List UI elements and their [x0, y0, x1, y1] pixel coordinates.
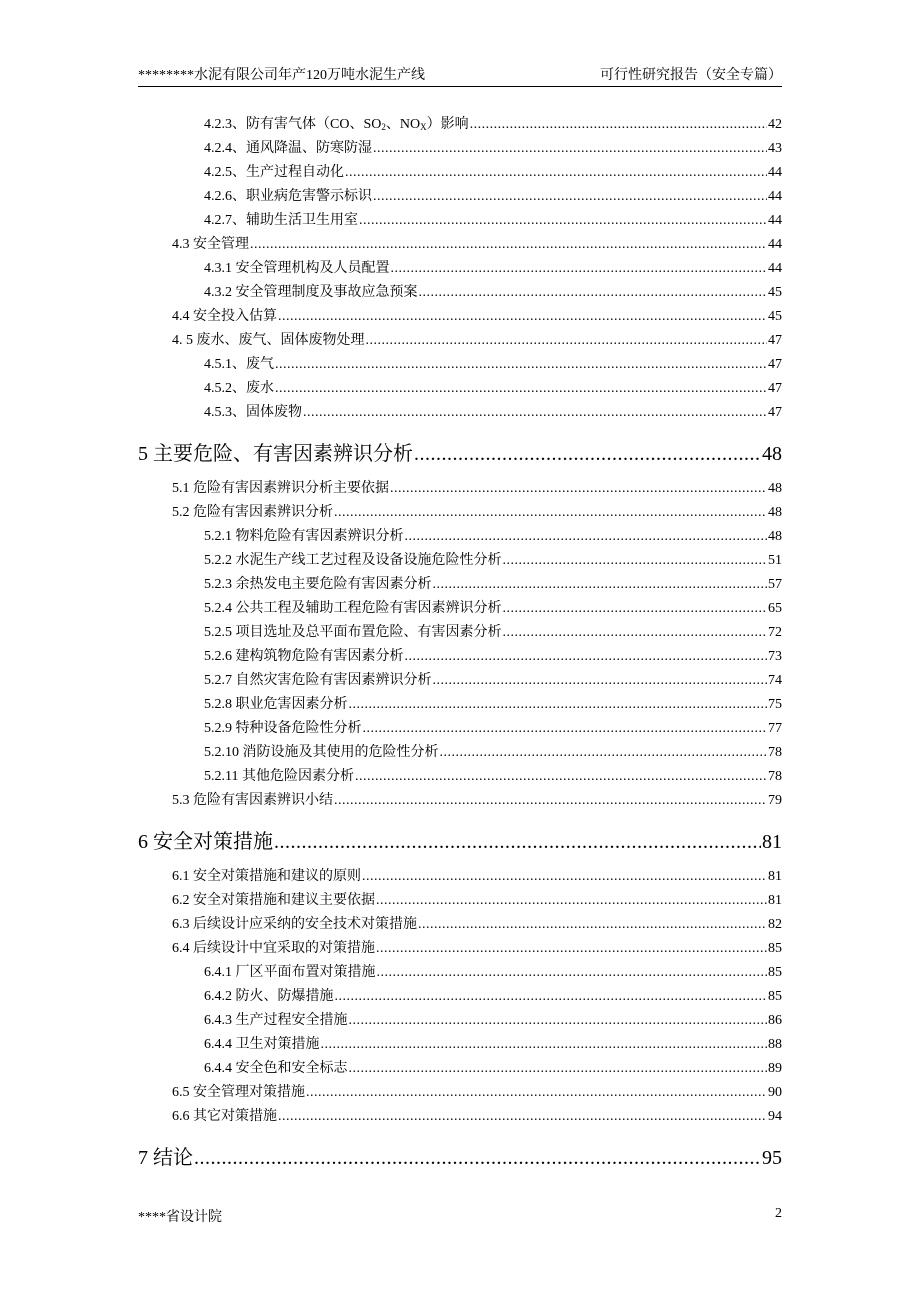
toc-entry-title: 6.4.4 卫生对策措施: [204, 1037, 320, 1052]
toc-page-number: 78: [768, 745, 782, 760]
dot-leader: [390, 480, 767, 498]
toc-page-number: 75: [768, 697, 782, 712]
toc-entry-title: 5.2.1 物料危险有害因素辨识分析: [204, 529, 404, 544]
dot-leader: [345, 164, 767, 182]
header-project-title: ********水泥有限公司年产120万吨水泥生产线: [138, 68, 425, 83]
toc-page-number: 44: [768, 189, 782, 204]
dot-leader: [194, 1146, 761, 1170]
toc-page-number: 44: [768, 261, 782, 276]
toc-entry-title: 4.5.1、废气: [204, 357, 274, 372]
toc-entry[interactable]: [172, 236, 782, 254]
dot-leader: [503, 552, 768, 570]
dot-leader: [440, 744, 768, 762]
toc-entry[interactable]: [172, 480, 782, 498]
toc-chapter-entry[interactable]: [138, 830, 782, 854]
toc-chapter-entry[interactable]: [138, 1146, 782, 1170]
dot-leader: [377, 964, 768, 982]
toc-entry-title: 4.3.1 安全管理机构及人员配置: [204, 261, 390, 276]
toc-page-number: 81: [768, 869, 782, 884]
toc-page-number: 48: [768, 505, 782, 520]
dot-leader: [366, 332, 768, 350]
toc-entry-title: 4. 5 废水、废气、固体废物处理: [172, 333, 365, 348]
dot-leader: [418, 916, 767, 934]
toc-page-number: 47: [768, 381, 782, 396]
dot-leader: [321, 1036, 768, 1054]
toc-entry[interactable]: [204, 600, 782, 618]
page-number: 2: [775, 1206, 782, 1221]
toc-entry[interactable]: [204, 380, 782, 398]
toc-entry[interactable]: [204, 1036, 782, 1054]
dot-leader: [334, 792, 767, 810]
toc-entry-title: 5 主要危险、有害因素辨识分析: [138, 443, 413, 465]
toc-entry-title: 4.2.6、职业病危害警示标识: [204, 189, 372, 204]
toc-entry-title: 5.2.2 水泥生产线工艺过程及设备设施危险性分析: [204, 553, 502, 568]
toc-entry-title: 4.5.3、固体废物: [204, 405, 302, 420]
dot-leader: [349, 1060, 768, 1078]
dot-leader: [335, 988, 768, 1006]
toc-page-number: 89: [768, 1061, 782, 1076]
toc-page-number: 85: [768, 941, 782, 956]
toc-page-number: 48: [768, 481, 782, 496]
toc-entry-title: 4.2.4、通风降温、防寒防湿: [204, 141, 372, 156]
dot-leader: [373, 188, 767, 206]
dot-leader: [503, 624, 768, 642]
toc-page-number: 86: [768, 1013, 782, 1028]
dot-leader: [359, 212, 767, 230]
toc-page-number: 51: [768, 553, 782, 568]
toc-entry[interactable]: [204, 260, 782, 278]
toc-entry-title: 5.1 危险有害因素辨识分析主要依据: [172, 481, 389, 496]
dot-leader: [362, 868, 767, 886]
toc-entry[interactable]: [204, 648, 782, 666]
toc-entry[interactable]: [204, 576, 782, 594]
toc-page-number: 47: [768, 405, 782, 420]
dot-leader: [363, 720, 768, 738]
dot-leader: [274, 830, 761, 854]
dot-leader: [334, 504, 767, 522]
dot-leader: [376, 892, 767, 910]
toc-page-number: 65: [768, 601, 782, 616]
toc-entry[interactable]: [204, 284, 782, 302]
toc-entry[interactable]: [204, 116, 782, 134]
toc-entry[interactable]: [204, 964, 782, 982]
page-footer: [138, 1206, 782, 1228]
toc-entry[interactable]: [172, 868, 782, 886]
toc-page-number: 85: [768, 989, 782, 1004]
toc-entry[interactable]: [172, 892, 782, 910]
dot-leader: [419, 284, 768, 302]
toc-entry[interactable]: [172, 332, 782, 350]
toc-page-number: 45: [768, 309, 782, 324]
toc-entry-title: 6.4.3 生产过程安全措施: [204, 1013, 348, 1028]
toc-entry[interactable]: [204, 528, 782, 546]
toc-entry[interactable]: [172, 916, 782, 934]
toc-page-number: 48: [768, 529, 782, 544]
toc-page-number: 81: [768, 893, 782, 908]
toc-entry-title: 5.2.8 职业危害因素分析: [204, 697, 348, 712]
toc-page-number: 57: [768, 577, 782, 592]
toc-entry[interactable]: [204, 1012, 782, 1030]
toc-page-number: 94: [768, 1109, 782, 1124]
toc-page-number: 47: [768, 357, 782, 372]
toc-title-subscript: X: [420, 122, 427, 132]
toc-entry-title: 5.2.7 自然灾害危险有害因素辨识分析: [204, 673, 432, 688]
toc-page-number: 85: [768, 965, 782, 980]
toc-entry[interactable]: [172, 1108, 782, 1126]
toc-page-number: 78: [768, 769, 782, 784]
toc-entry[interactable]: [204, 768, 782, 786]
toc-page-number: 44: [768, 213, 782, 228]
toc-entry[interactable]: [204, 1060, 782, 1078]
dot-leader: [470, 116, 767, 134]
dot-leader: [278, 308, 767, 326]
toc-entry[interactable]: [204, 356, 782, 374]
toc-entry[interactable]: [204, 624, 782, 642]
toc-entry[interactable]: [172, 1084, 782, 1102]
toc-entry-title: 6.4.2 防火、防爆措施: [204, 989, 334, 1004]
toc-entry[interactable]: [204, 988, 782, 1006]
toc-page-number: 43: [768, 141, 782, 156]
toc-entry-title: 4.4 安全投入估算: [172, 309, 277, 324]
dot-leader: [349, 696, 768, 714]
toc-entry-title: 6.3 后续设计应采纳的安全技术对策措施: [172, 917, 417, 932]
toc-entry-title: 5.2.9 特种设备危险性分析: [204, 721, 362, 736]
dot-leader: [278, 1108, 767, 1126]
toc-page-number: 79: [768, 793, 782, 808]
dot-leader: [250, 236, 767, 254]
toc-page-number: 95: [762, 1147, 782, 1169]
toc-page-number: 48: [762, 443, 782, 465]
toc-entry-title: 5.2.3 余热发电主要危险有害因素分析: [204, 577, 432, 592]
toc-entry[interactable]: [172, 504, 782, 522]
toc-page-number: 73: [768, 649, 782, 664]
toc-entry-title: 5.2.10 消防设施及其使用的危险性分析: [204, 745, 439, 760]
toc-entry-title: 4.3 安全管理: [172, 237, 249, 252]
toc-entry[interactable]: [172, 308, 782, 326]
dot-leader: [503, 600, 768, 618]
toc-chapter-entry[interactable]: [138, 442, 782, 466]
dot-leader: [405, 528, 768, 546]
dot-leader: [376, 940, 767, 958]
toc-entry-title: 5.2.11 其他危险因素分析: [204, 769, 354, 784]
toc-entry-title: [204, 116, 469, 134]
toc-page-number: 42: [768, 117, 782, 132]
toc-title-part: 、NO: [385, 117, 421, 132]
toc-entry-title: 6.4 后续设计中宜采取的对策措施: [172, 941, 375, 956]
toc-entry[interactable]: [172, 940, 782, 958]
toc-page-number: 44: [768, 237, 782, 252]
dot-leader: [303, 404, 767, 422]
dot-leader: [433, 576, 768, 594]
toc-page-number: 45: [768, 285, 782, 300]
toc-page-number: 72: [768, 625, 782, 640]
dot-leader: [414, 442, 761, 466]
toc-entry[interactable]: [204, 212, 782, 230]
toc-entry[interactable]: [204, 696, 782, 714]
toc-entry[interactable]: [204, 672, 782, 690]
toc-entry-title: 6.5 安全管理对策措施: [172, 1085, 305, 1100]
toc-entry-title: 5.2 危险有害因素辨识分析: [172, 505, 333, 520]
toc-page-number: 74: [768, 673, 782, 688]
toc-page-number: 81: [762, 831, 782, 853]
dot-leader: [355, 768, 767, 786]
toc-entry-title: 6 安全对策措施: [138, 831, 273, 853]
footer-institute: ****省设计院: [138, 1210, 222, 1225]
toc-entry-title: 7 结论: [138, 1147, 193, 1169]
dot-leader: [275, 356, 767, 374]
toc-entry-title: 6.6 其它对策措施: [172, 1109, 277, 1124]
toc-entry[interactable]: [204, 164, 782, 182]
dot-leader: [306, 1084, 767, 1102]
toc-entry-title: 5.2.5 项目选址及总平面布置危险、有害因素分析: [204, 625, 502, 640]
header-report-title: 可行性研究报告（安全专篇）: [600, 68, 782, 83]
toc-title-part: ）影响: [426, 117, 469, 132]
toc-entry-title: 6.2 安全对策措施和建议主要依据: [172, 893, 375, 908]
toc-title-subscript: 2: [381, 122, 386, 132]
toc-entry-title: 4.5.2、废水: [204, 381, 274, 396]
dot-leader: [275, 380, 767, 398]
toc-entry-title: 6.4.1 厂区平面布置对策措施: [204, 965, 376, 980]
toc-page-number: 44: [768, 165, 782, 180]
toc-page-number: 47: [768, 333, 782, 348]
dot-leader: [433, 672, 768, 690]
toc-page-number: 82: [768, 917, 782, 932]
toc-entry-title: 5.3 危险有害因素辨识小结: [172, 793, 333, 808]
toc-entry[interactable]: [204, 140, 782, 158]
toc-entry[interactable]: [204, 404, 782, 422]
toc-entry[interactable]: [204, 552, 782, 570]
toc-entry-title: 4.2.5、生产过程自动化: [204, 165, 344, 180]
toc-entry-title: 4.3.2 安全管理制度及事故应急预案: [204, 285, 418, 300]
toc-entry-title: 6.1 安全对策措施和建议的原则: [172, 869, 361, 884]
toc-entry[interactable]: [204, 720, 782, 738]
toc-entry[interactable]: [172, 792, 782, 810]
toc-title-part: 4.2.3、防有害气体（CO、SO: [204, 117, 382, 132]
toc-entry-title: 5.2.6 建构筑物危险有害因素分析: [204, 649, 404, 664]
dot-leader: [391, 260, 768, 278]
dot-leader: [373, 140, 767, 158]
toc-entry[interactable]: [204, 188, 782, 206]
toc-page-number: 88: [768, 1037, 782, 1052]
toc-page-number: 90: [768, 1085, 782, 1100]
dot-leader: [349, 1012, 768, 1030]
toc-page-number: 77: [768, 721, 782, 736]
toc-entry-title: 5.2.4 公共工程及辅助工程危险有害因素辨识分析: [204, 601, 502, 616]
dot-leader: [405, 648, 768, 666]
toc-entry[interactable]: [204, 744, 782, 762]
toc-entry-title: 6.4.4 安全色和安全标志: [204, 1061, 348, 1076]
toc-entry-title: 4.2.7、辅助生活卫生用室: [204, 213, 358, 228]
